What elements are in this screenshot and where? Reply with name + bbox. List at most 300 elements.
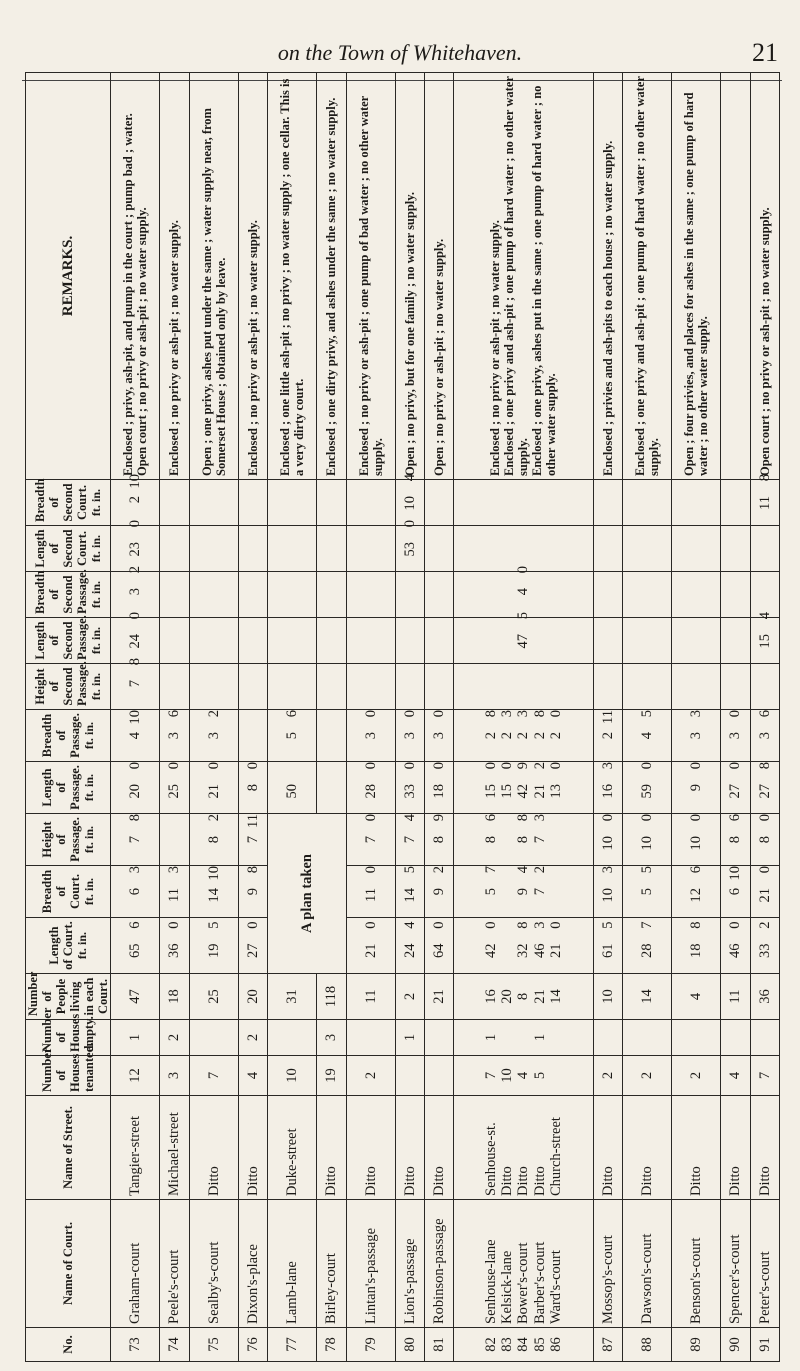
units-in: in. (89, 626, 103, 640)
cell-people (395, 974, 424, 1020)
cell-length-passage (672, 762, 721, 814)
length-second-court-line (401, 520, 418, 568)
cell-houses-tenanted (317, 1056, 346, 1096)
breadth-court-ft: 5 (638, 888, 655, 896)
height-passage-line (431, 814, 448, 862)
length-court-ft: 65 (127, 943, 144, 958)
breadth-passage-ft: 2 (499, 732, 516, 740)
houses-empty: 1 (401, 1033, 418, 1042)
houses-empty: 1 (127, 1033, 144, 1042)
cell-breadth-court (721, 866, 750, 918)
street-name: Ditto (499, 1166, 516, 1196)
length-court-line (639, 921, 655, 970)
length-court-line (548, 921, 564, 970)
height-passage-ft: 7 (531, 836, 548, 844)
cell-length-passage (750, 762, 779, 814)
cell-houses-empty (672, 1020, 721, 1056)
table-row (317, 73, 346, 1362)
length-passage-line (547, 762, 564, 810)
cell-street (721, 1096, 750, 1200)
breadth-passage-line (599, 710, 616, 758)
cell-breadth-second-passage (721, 572, 750, 618)
breadth-passage-ft: 3 (756, 732, 773, 740)
court-name: Senhouse-lane (482, 1239, 499, 1324)
street-name: Ditto (362, 1166, 379, 1196)
cell-breadth-second-court (111, 474, 160, 526)
cell-remarks (425, 73, 454, 480)
cell-breadth-second-passage (454, 566, 593, 618)
length-court-in: 0 (431, 921, 448, 929)
table-row (111, 73, 160, 1362)
cell-breadth-second-court (346, 480, 395, 526)
remark-text: Enclosed ; one privy and ash-pit ; one pump of hard water ; no other water supply. (502, 76, 531, 476)
length-court-ft: 64 (431, 943, 448, 958)
cell-length-court (750, 918, 779, 974)
breadth-court-ft: 9 (431, 888, 448, 896)
cell-height-second-passage (721, 664, 750, 710)
height-passage-in: 0 (638, 814, 655, 822)
cell-houses-empty (317, 1020, 346, 1056)
row-number: 87 (599, 1337, 616, 1352)
houses-tenanted: 7 (482, 1071, 499, 1080)
cell-houses-tenanted (622, 1056, 671, 1096)
col-header-length-second-court-label: Length of Second Court. (33, 529, 89, 568)
breadth-passage-line (431, 710, 448, 758)
houses-tenanted: 2 (362, 1071, 379, 1080)
length-passage-line (499, 762, 516, 810)
houses-tenanted: 12 (127, 1068, 144, 1083)
court-name: Ward's-court (547, 1250, 564, 1324)
table-row (750, 73, 779, 1362)
cell-court (721, 1200, 750, 1328)
height-passage-line (244, 814, 261, 862)
units-ft: ft. (89, 505, 103, 517)
length-court-line (245, 921, 261, 970)
breadth-passage-in: 8 (482, 710, 499, 718)
breadth-court-in: 5 (401, 866, 418, 874)
breadth-passage-in: 0 (362, 710, 379, 718)
breadth-court-in: 10 (727, 866, 744, 881)
people-count: 21 (431, 989, 448, 1004)
height-passage-in: 3 (531, 814, 548, 822)
units-ft: ft. (89, 689, 103, 701)
col-header-height-passage (26, 814, 111, 866)
col-header-breadth-second-passage (26, 569, 111, 618)
cell-houses-tenanted (593, 1056, 622, 1096)
height-passage-line (688, 814, 705, 862)
cell-height-passage (622, 814, 671, 866)
breadth-passage-ft: 2 (482, 732, 499, 740)
col-header-length-second-passage (26, 615, 111, 664)
cell-length-second-court (346, 526, 395, 572)
height-passage-in: 2 (205, 814, 222, 822)
cell-remarks (111, 73, 160, 480)
length-passage-ft: 8 (244, 784, 261, 792)
table-row (593, 73, 622, 1362)
length-passage-in: 0 (127, 762, 144, 770)
length-court-ft: 27 (244, 943, 261, 958)
height-passage-line (756, 814, 773, 862)
breadth-court-line (244, 866, 261, 914)
cell-breadth-second-passage (111, 566, 160, 618)
length-passage-in: 0 (499, 762, 516, 770)
height-passage-line (127, 814, 144, 862)
cell-remarks (454, 73, 593, 480)
length-court-line (166, 921, 182, 970)
cell-plan-note (268, 814, 347, 974)
street-name: Ditto (638, 1166, 655, 1196)
length-second-passage-line (515, 612, 532, 660)
breadth-passage-line (482, 710, 499, 758)
table-row (395, 73, 424, 1362)
col-header-houses-empty: Number of Houses empty. (26, 1020, 111, 1056)
cell-houses-tenanted (721, 1056, 750, 1096)
people-count: 31 (284, 989, 301, 1004)
cell-length-second-court (672, 526, 721, 572)
cell-length-second-passage (238, 618, 267, 664)
breadth-passage-ft: 5 (284, 732, 301, 740)
cell-length-passage (395, 762, 424, 814)
cell-breadth-second-court (317, 480, 346, 526)
page-number: 21 (752, 38, 778, 67)
court-name: Benson's-court (688, 1237, 705, 1324)
units-ft: ft. (82, 790, 96, 802)
row-number: 83 (499, 1337, 516, 1352)
height-passage-in: 8 (127, 814, 144, 822)
length-passage-line (431, 762, 448, 810)
cell-remarks (238, 73, 267, 480)
cell-no (160, 1328, 189, 1362)
length-passage-ft: 15 (499, 784, 516, 799)
cell-length-passage (317, 762, 346, 814)
houses-empty: 3 (323, 1033, 340, 1042)
row-number: 76 (244, 1337, 261, 1352)
cell-houses-empty (425, 1020, 454, 1056)
breadth-passage-line (531, 710, 548, 758)
breadth-court-line (638, 866, 655, 914)
length-passage-line (166, 762, 183, 810)
height-passage-ft: 8 (756, 836, 773, 844)
breadth-second-court-line (401, 474, 418, 522)
length-court-ft: 18 (688, 943, 705, 958)
breadth-passage-line (499, 710, 516, 758)
cell-breadth-passage (593, 710, 622, 762)
cell-houses-tenanted (346, 1056, 395, 1096)
breadth-court-ft: 5 (482, 888, 499, 896)
length-passage-in: 0 (401, 762, 418, 770)
breadth-court-in: 6 (688, 866, 705, 874)
cell-breadth-second-passage (189, 572, 238, 618)
length-court-ft: 33 (756, 943, 773, 958)
col-header-breadth-passage-label: Breadth of Passage. (40, 713, 82, 758)
cell-length-passage (622, 762, 671, 814)
breadth-passage-line (547, 710, 564, 758)
breadth-court-in: 3 (127, 866, 144, 874)
length-court-line (206, 921, 222, 970)
length-second-court-in: 0 (401, 520, 418, 528)
remark-text: Open ; four privies, and places for ashes in the same ; one pump of hard water ; no other water supply. (682, 92, 711, 476)
cell-length-second-passage (721, 618, 750, 664)
cell-length-second-court (750, 526, 779, 572)
street-name: Ditto (323, 1166, 340, 1196)
cell-height-passage (750, 814, 779, 866)
cell-remarks (672, 73, 721, 480)
length-court-ft: 46 (531, 943, 548, 958)
cell-houses-tenanted (160, 1056, 189, 1096)
cell-court (111, 1200, 160, 1328)
height-passage-ft: 8 (431, 836, 448, 844)
cell-height-second-passage (672, 664, 721, 710)
table-row (454, 73, 593, 1362)
cell-height-second-passage (454, 664, 593, 710)
remark-text: Enclosed ; one little ash-pit ; no privy ; no water supply ; one cellar. This is a very dirty court. (278, 78, 307, 476)
row-number: 89 (688, 1337, 705, 1352)
breadth-second-passage-line (402, 575, 418, 614)
units-in: in. (82, 773, 96, 787)
cell-people (750, 974, 779, 1020)
remark-text: Enclosed ; one privy and ash-pit ; one pump of hard water ; no other water supply. (632, 76, 661, 476)
street-name: Ditto (599, 1166, 616, 1196)
cell-length-second-passage (395, 618, 424, 664)
houses-tenanted (431, 1059, 447, 1092)
table-row (622, 73, 671, 1362)
breadth-passage-ft: 3 (431, 732, 448, 740)
length-passage-line (531, 762, 548, 810)
length-court-line (515, 921, 531, 970)
breadth-passage-ft: 3 (362, 732, 379, 740)
breadth-court-in: 4 (515, 866, 532, 874)
cell-length-court (160, 918, 189, 974)
cell-length-court (454, 918, 593, 974)
cell-no (238, 1328, 267, 1362)
people-count: 2 (401, 992, 418, 1001)
cell-breadth-second-court (593, 480, 622, 526)
houses-tenanted: 2 (599, 1071, 616, 1080)
cell-length-second-court (317, 526, 346, 572)
cell-houses-empty (395, 1020, 424, 1056)
cell-court (189, 1200, 238, 1328)
cell-no (454, 1328, 593, 1362)
cell-street (111, 1096, 160, 1200)
street-name: Church-street (547, 1117, 564, 1196)
breadth-court-in: 0 (362, 866, 379, 874)
breadth-passage-in: 0 (401, 710, 418, 718)
breadth-court-in: 10 (205, 866, 222, 881)
cell-court (622, 1200, 671, 1328)
units-in: in. (75, 931, 89, 945)
length-passage-line (482, 762, 499, 810)
cell-breadth-passage (346, 710, 395, 762)
cell-court (160, 1200, 189, 1328)
cell-length-second-court (425, 526, 454, 572)
street-name: Ditto (727, 1166, 744, 1196)
units-ft: ft. (89, 597, 103, 609)
length-passage-line (401, 762, 418, 810)
length-second-passage-ft: 24 (127, 634, 144, 649)
cell-breadth-second-passage (238, 572, 267, 618)
length-second-court-ft: 53 (401, 542, 418, 557)
page-header (0, 0, 800, 80)
table-row (160, 73, 189, 1362)
length-passage-in: 0 (244, 762, 261, 770)
row-number: 77 (284, 1337, 301, 1352)
col-header-people: Number of People living in each Court. (26, 974, 111, 1020)
height-passage-line (515, 814, 532, 862)
people-count: 16 (482, 989, 499, 1004)
cell-height-passage (721, 814, 750, 866)
units-ft: ft. (82, 894, 96, 906)
length-passage-line (244, 762, 261, 810)
street-name: Ditto (531, 1166, 548, 1196)
length-court-line (483, 921, 499, 970)
court-name: Mossop's-court (599, 1235, 616, 1324)
length-passage-line (205, 762, 222, 810)
breadth-second-passage-ft: 4 (515, 588, 532, 596)
height-passage-ft: 8 (727, 836, 744, 844)
breadth-second-passage-in: 2 (127, 566, 144, 574)
breadth-passage-line (638, 710, 655, 758)
cell-people (317, 974, 346, 1020)
height-passage-ft: 7 (127, 836, 144, 844)
houses-tenanted: 4 (727, 1071, 744, 1080)
cell-people (454, 974, 593, 1020)
breadth-court-ft: 14 (401, 888, 418, 903)
length-passage-ft: 15 (482, 784, 499, 799)
length-court-ft: 28 (638, 943, 655, 958)
cell-height-second-passage (268, 664, 317, 710)
breadth-court-in: 3 (166, 866, 183, 874)
houses-tenanted (548, 1059, 564, 1092)
cell-breadth-passage (395, 710, 424, 762)
breadth-passage-line (401, 710, 418, 758)
court-name: Dixon's-place (244, 1244, 261, 1324)
breadth-passage-ft: 3 (205, 732, 222, 740)
cell-street (395, 1096, 424, 1200)
height-passage-in: 0 (756, 814, 773, 822)
breadth-court-ft: 12 (688, 888, 705, 903)
cell-length-second-passage (454, 612, 593, 664)
people-count: 11 (362, 989, 379, 1004)
length-passage-in: 2 (531, 762, 548, 770)
breadth-second-court-in: 8 (756, 474, 773, 482)
cell-court (317, 1200, 346, 1328)
cell-no (111, 1328, 160, 1362)
cell-length-passage (454, 762, 593, 814)
court-name: Lamb-lane (284, 1261, 301, 1324)
breadth-passage-in: 3 (515, 710, 532, 718)
table-row (268, 73, 317, 1362)
cell-length-passage (721, 762, 750, 814)
height-passage-ft: 8 (205, 836, 222, 844)
breadth-second-passage-line (127, 566, 144, 614)
cell-street (317, 1096, 346, 1200)
table-row (189, 73, 238, 1362)
col-header-breadth-court (26, 866, 111, 918)
breadth-passage-ft: 3 (688, 732, 705, 740)
remark-text: Enclosed ; no privy or ash-pit ; no water supply. (167, 220, 182, 476)
houses-empty (206, 1023, 222, 1052)
cell-remarks (189, 73, 238, 480)
breadth-court-ft: 6 (127, 888, 144, 896)
street-name: Duke-street (284, 1128, 301, 1196)
cell-remarks (593, 73, 622, 480)
houses-empty (548, 1023, 564, 1052)
cell-breadth-passage (721, 710, 750, 762)
breadth-second-passage-line (515, 566, 532, 614)
length-passage-line (638, 762, 655, 810)
height-passage-ft: 10 (638, 836, 655, 851)
cell-height-second-passage (317, 664, 346, 710)
breadth-court-line (127, 866, 144, 914)
breadth-passage-line (205, 710, 222, 758)
cell-breadth-second-passage (268, 572, 317, 618)
length-passage-in: 9 (515, 762, 532, 770)
people-count: 14 (638, 989, 655, 1004)
cell-length-second-passage (189, 618, 238, 664)
cell-remarks (268, 73, 317, 480)
breadth-second-court-line (756, 474, 773, 522)
units-in: in. (89, 672, 103, 686)
cell-court (395, 1200, 424, 1328)
cell-breadth-second-passage (317, 572, 346, 618)
units-ft: ft. (89, 551, 103, 563)
length-passage-line (284, 765, 300, 810)
cell-court (750, 1200, 779, 1328)
units-in: in. (82, 825, 96, 839)
length-passage-ft: 9 (688, 784, 705, 792)
breadth-second-court-line (127, 474, 144, 522)
cell-breadth-second-court (454, 480, 593, 526)
cell-height-second-passage (750, 664, 779, 710)
length-court-in: 8 (515, 921, 532, 929)
breadth-passage-line (284, 710, 301, 758)
height-passage-line (362, 814, 379, 862)
cell-height-second-passage (346, 664, 395, 710)
height-passage-in: 4 (401, 814, 418, 822)
cell-length-passage (189, 762, 238, 814)
cell-breadth-court (111, 866, 160, 918)
houses-tenanted: 4 (244, 1071, 261, 1080)
col-header-length-passage-label: Length of Passage. (40, 765, 82, 810)
cell-length-passage (160, 762, 189, 814)
cell-length-passage (268, 762, 317, 814)
cell-no (750, 1328, 779, 1362)
breadth-passage-ft: 2 (531, 732, 548, 740)
remark-text: Open court ; no privy or ash-pit ; no water supply. (757, 207, 772, 476)
houses-empty: 1 (531, 1033, 548, 1042)
col-header-breadth-court-label: Breadth of Court. (40, 869, 82, 914)
people-count: 25 (205, 989, 222, 1004)
cell-remarks (160, 73, 189, 480)
court-name: Kelsick-lane (499, 1250, 516, 1324)
col-header-length-court (26, 918, 111, 974)
cell-breadth-passage (425, 710, 454, 762)
breadth-passage-line (756, 710, 773, 758)
length-passage-in: 0 (205, 762, 222, 770)
length-court-line (532, 921, 548, 970)
cell-breadth-second-court (238, 480, 267, 526)
table-body (111, 73, 780, 1362)
court-name: Dawson's-court (638, 1233, 655, 1324)
row-number: 84 (515, 1337, 532, 1352)
cell-remarks (346, 73, 395, 480)
cell-height-second-passage (593, 664, 622, 710)
breadth-passage-in: 10 (127, 710, 144, 725)
cell-street (750, 1096, 779, 1200)
houses-empty (431, 1023, 447, 1052)
cell-court (425, 1200, 454, 1328)
houses-empty (515, 1023, 531, 1052)
